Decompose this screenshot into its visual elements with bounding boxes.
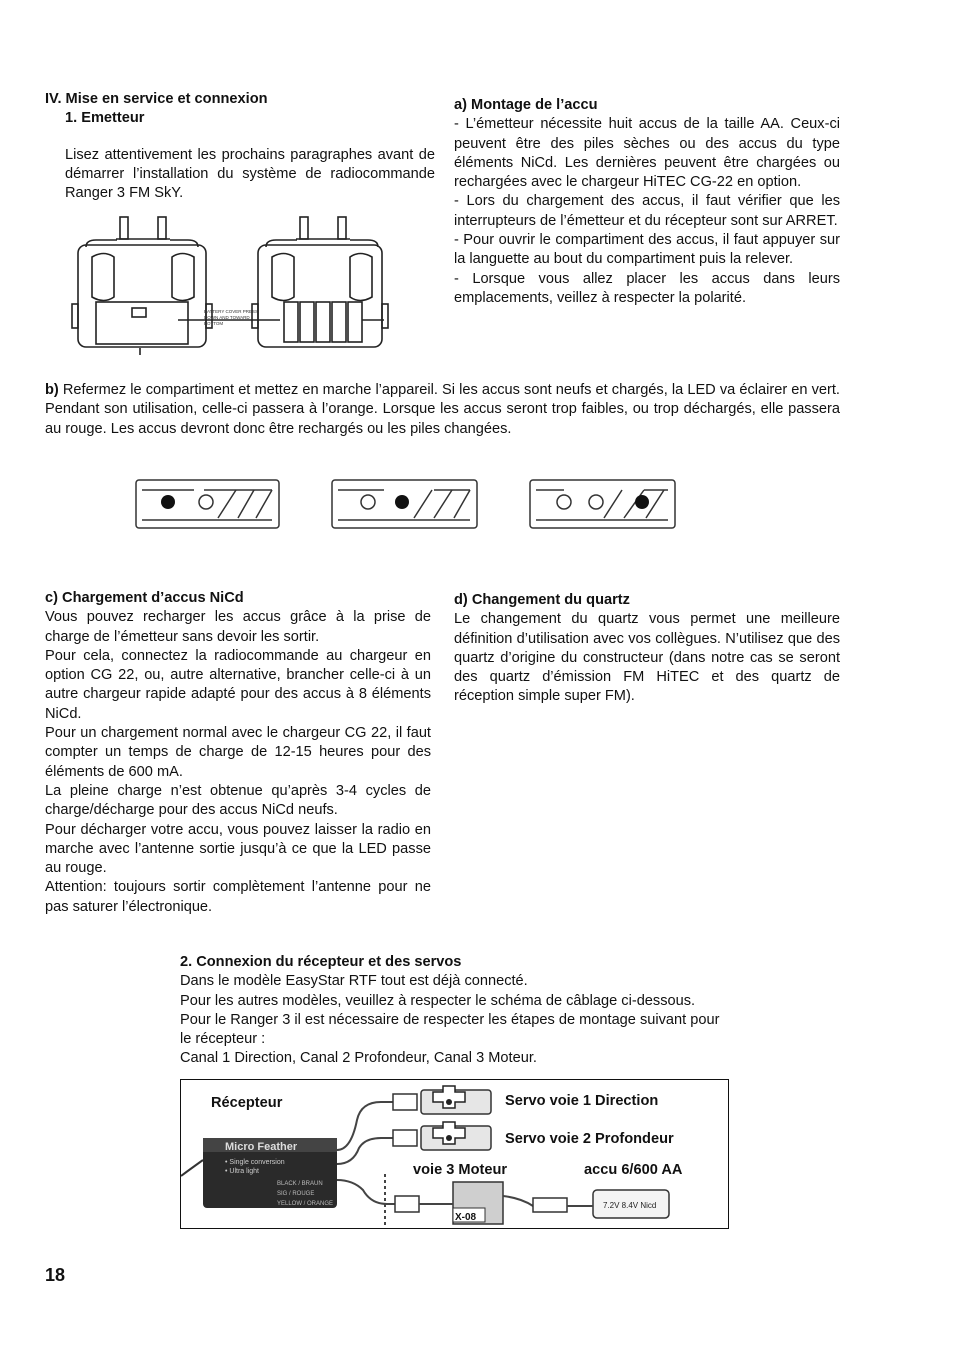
section-d-heading: d) Changement du quartz (454, 592, 630, 608)
figure-caption-3: BOTTOM (204, 321, 224, 326)
connexion-heading: 2. Connexion du récepteur et des servos (180, 954, 462, 970)
section-c-paragraph: La pleine charge n’est obtenue qu’après 3-4 cycles de charge/décharge pour des accus NiCd neufs. (45, 782, 431, 819)
section-a-heading: a) Montage de l’accu (454, 97, 598, 113)
wiring-diagram (180, 1079, 729, 1229)
section-b (45, 381, 840, 439)
receiver-label: Récepteur (211, 1095, 283, 1111)
section-connexion (180, 953, 730, 1069)
battery-label: 7.2V 8.4V Nicd (603, 1201, 657, 1210)
connexion-line: Dans le modèle EasyStar RTF tout est déjà connecté. (180, 973, 528, 990)
section-d-text: Le changement du quartz vous permet une meilleure définition d’utilisation avec vos collègues. N’utilisez que des quartz d’origine du constructeur (dans notre cas se seront des quartz d’émission FM HiTEC et des quartz de réception simple super FM). (454, 611, 840, 705)
section-b-label: b) (45, 382, 59, 398)
section-a-paragraph: - Lorsque vous allez placer les accus dans leurs emplacements, veillez à respecter la polarité. (454, 270, 840, 306)
section-c (45, 589, 431, 917)
section-a-paragraph: - L’émetteur nécessite huit accus de la taille AA. Ceux-ci peuvent être des piles sèches ou des accus du type éléments NiCd. Les dernières peuvent être chargées ou rechargées avec le chargeur HiTEC CG-22 en option. (454, 116, 840, 191)
section-c-paragraph: Vous pouvez recharger les accus grâce à la prise de charge de l’émetteur sans devoir les sortir. (45, 609, 431, 645)
servo1-label: Servo voie 1 Direction (505, 1093, 659, 1109)
intro-text: Lisez attentivement les prochains paragraphes avant de démarrer l’installation du système de radiocommande Ranger 3 FM SkY. (65, 146, 435, 202)
battery-label-text: accu 6/600 AA (584, 1162, 683, 1178)
section-title: IV. Mise en service et connexion (45, 91, 268, 107)
led-indicators-figure (134, 478, 679, 534)
receiver-spec: • Single conversion (225, 1159, 285, 1166)
figure-caption-2: DOWN AND TOWARD (204, 315, 250, 320)
section-c-paragraph: Pour décharger votre accu, vous pouvez laisser la radio en marche avec l’antenne sortie jusqu’à ce que la LED passe au rouge. (45, 821, 431, 877)
transmitter-figure (62, 212, 392, 358)
section-a-paragraph: - Lors du chargement des accus, il faut vérifier que les interrupteurs de l’émetteur et du récepteur sont sur ARRET. (454, 193, 840, 229)
connexion-line: Pour le Ranger 3 il est nécessaire de respecter les étapes de montage suivant pour le récepteur : (180, 1011, 720, 1048)
receiver-channel: YELLOW / ORANGE (277, 1201, 334, 1207)
receiver-channel: BLACK / BRAUN (277, 1181, 323, 1187)
section-c-paragraph: Pour cela, connectez la radiocommande au chargeur en option CG 22, ou, autre alternative, brancher celle-ci à un autre chargeur rapide adapté pour des accus à 8 éléments NiCd. (45, 647, 431, 722)
section-c-paragraph: Pour un chargement normal avec le chargeur CG 22, il faut compter un temps de charge de 12-15 heures pour des éléments de 600 mA. (45, 725, 431, 780)
section-c-heading: c) Chargement d’accus NiCd (45, 590, 244, 606)
section-subtitle: 1. Emetteur (65, 110, 145, 127)
section-a-paragraph: - Pour ouvrir le compartiment des accus, il faut appuyer sur la languette au bout du compartiment puis la relever. (454, 232, 840, 268)
servo2-label: Servo voie 2 Profondeur (505, 1131, 674, 1147)
receiver-channel: SIG / ROUGE (277, 1191, 315, 1197)
motor-label: voie 3 Moteur (413, 1162, 508, 1178)
connexion-line: Pour les autres modèles, veuillez à respecter le schéma de câblage ci-dessous. (180, 992, 696, 1009)
controller-label: X-08 (455, 1212, 477, 1223)
section-a (454, 96, 840, 308)
receiver-spec: • Ultra light (225, 1168, 259, 1175)
section-c-paragraph: Attention: toujours sortir complètement l’antenne pour ne pas saturer l’électronique. (45, 879, 431, 915)
connexion-line: Canal 1 Direction, Canal 2 Profondeur, Canal 3 Moteur. (180, 1050, 537, 1067)
figure-caption-1: BATTERY COVER PRESS (204, 309, 259, 314)
left-header (45, 90, 435, 203)
section-d (454, 591, 840, 707)
receiver-brand: Micro Feather (225, 1141, 298, 1153)
section-b-text: Refermez le compartiment et mettez en marche l’appareil. Si les accus sont neufs et chargés, la LED va éclairer en vert. Pendant son utilisation, celle-ci passera à l’orange. Lorsque les accus seront trop faibles, ou trop déchargés, elle passera au rouge. Les accus devront donc être rechargés ou les piles changées. (45, 382, 840, 437)
page-number: 18 (45, 1265, 66, 1285)
